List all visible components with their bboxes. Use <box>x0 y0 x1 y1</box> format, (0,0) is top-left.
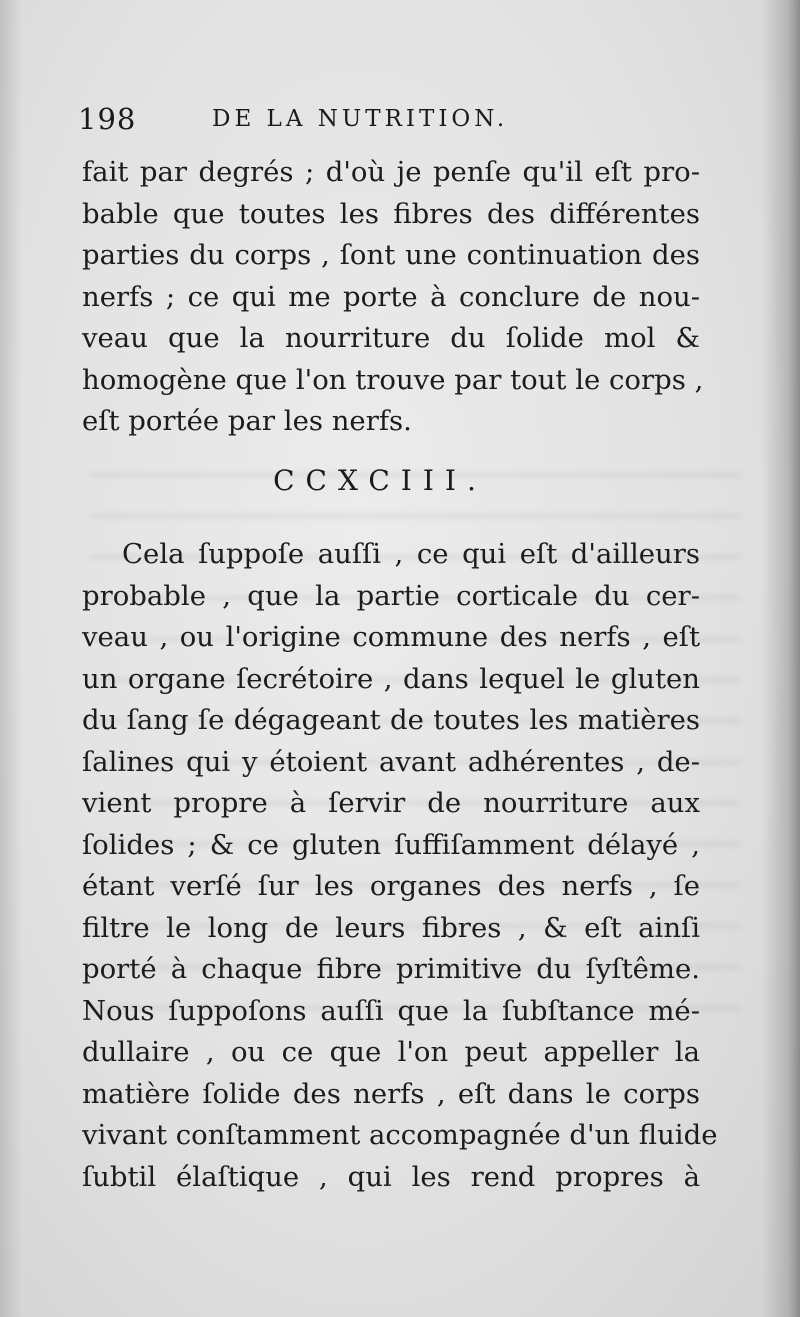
text-line: matière ſolide des nerfs , eſt dans le corps <box>82 1077 700 1110</box>
text-line: parties du corps , ſont une continuation des <box>82 239 700 271</box>
page-edge-shadow <box>762 0 800 1317</box>
text-line: homogène que l'on trouve par tout le corps , <box>82 363 704 396</box>
text-line: filtre le long de leurs fibres , & eſt ainſi <box>82 911 700 944</box>
text-line: ſubtil élaſtique , qui les rend propres à <box>82 1160 700 1193</box>
text-line: dullaire , ou ce que l'on peut appeller la <box>82 1036 700 1068</box>
running-head: DE LA NUTRITION. <box>212 106 509 132</box>
text-line: fait par degrés ; d'où je penſe qu'il eſt pro- <box>82 156 700 188</box>
paragraph-1 <box>82 152 704 443</box>
text-line: vivant conſtamment accompagnée d'un fluide <box>82 1119 718 1151</box>
text-line: porté à chaque fibre primitive du ſyſtême. <box>82 953 700 985</box>
page-header <box>78 102 698 142</box>
text-line: Cela ſuppoſe auſſi , ce qui eſt d'ailleurs <box>122 538 700 570</box>
text-line: vient propre à ſervir de nourriture aux <box>82 787 700 819</box>
text-line: probable , que la partie corticale du cer- <box>82 579 700 612</box>
text-line: un organe ſecrétoire , dans lequel le gluten <box>82 662 700 695</box>
page-gutter-shadow <box>0 0 22 1317</box>
text-line: eſt portée par les nerfs. <box>82 405 412 437</box>
text-line: nerfs ; ce qui me porte à conclure de nou- <box>82 280 700 313</box>
paragraph-2 <box>82 534 718 1198</box>
section-heading: CCXCIII. <box>273 464 487 497</box>
text-line: du ſang ſe dégageant de toutes les matières <box>82 704 700 736</box>
page-number: 198 <box>78 102 137 136</box>
text-line: veau que la nourriture du ſolide mol & <box>82 322 700 354</box>
text-line: Nous ſuppoſons auſſi que la ſubſtance mé- <box>82 994 700 1027</box>
text-line: veau , ou l'origine commune des nerfs , eſt <box>82 621 700 653</box>
text-line: ſolides ; & ce gluten ſuffiſamment délayé , <box>82 828 700 861</box>
text-line: ſalines qui y étoient avant adhérentes , de- <box>82 745 700 778</box>
text-line: étant verſé ſur les organes des nerfs , ſe <box>82 870 700 902</box>
text-line: bable que toutes les fibres des différentes <box>82 197 700 230</box>
